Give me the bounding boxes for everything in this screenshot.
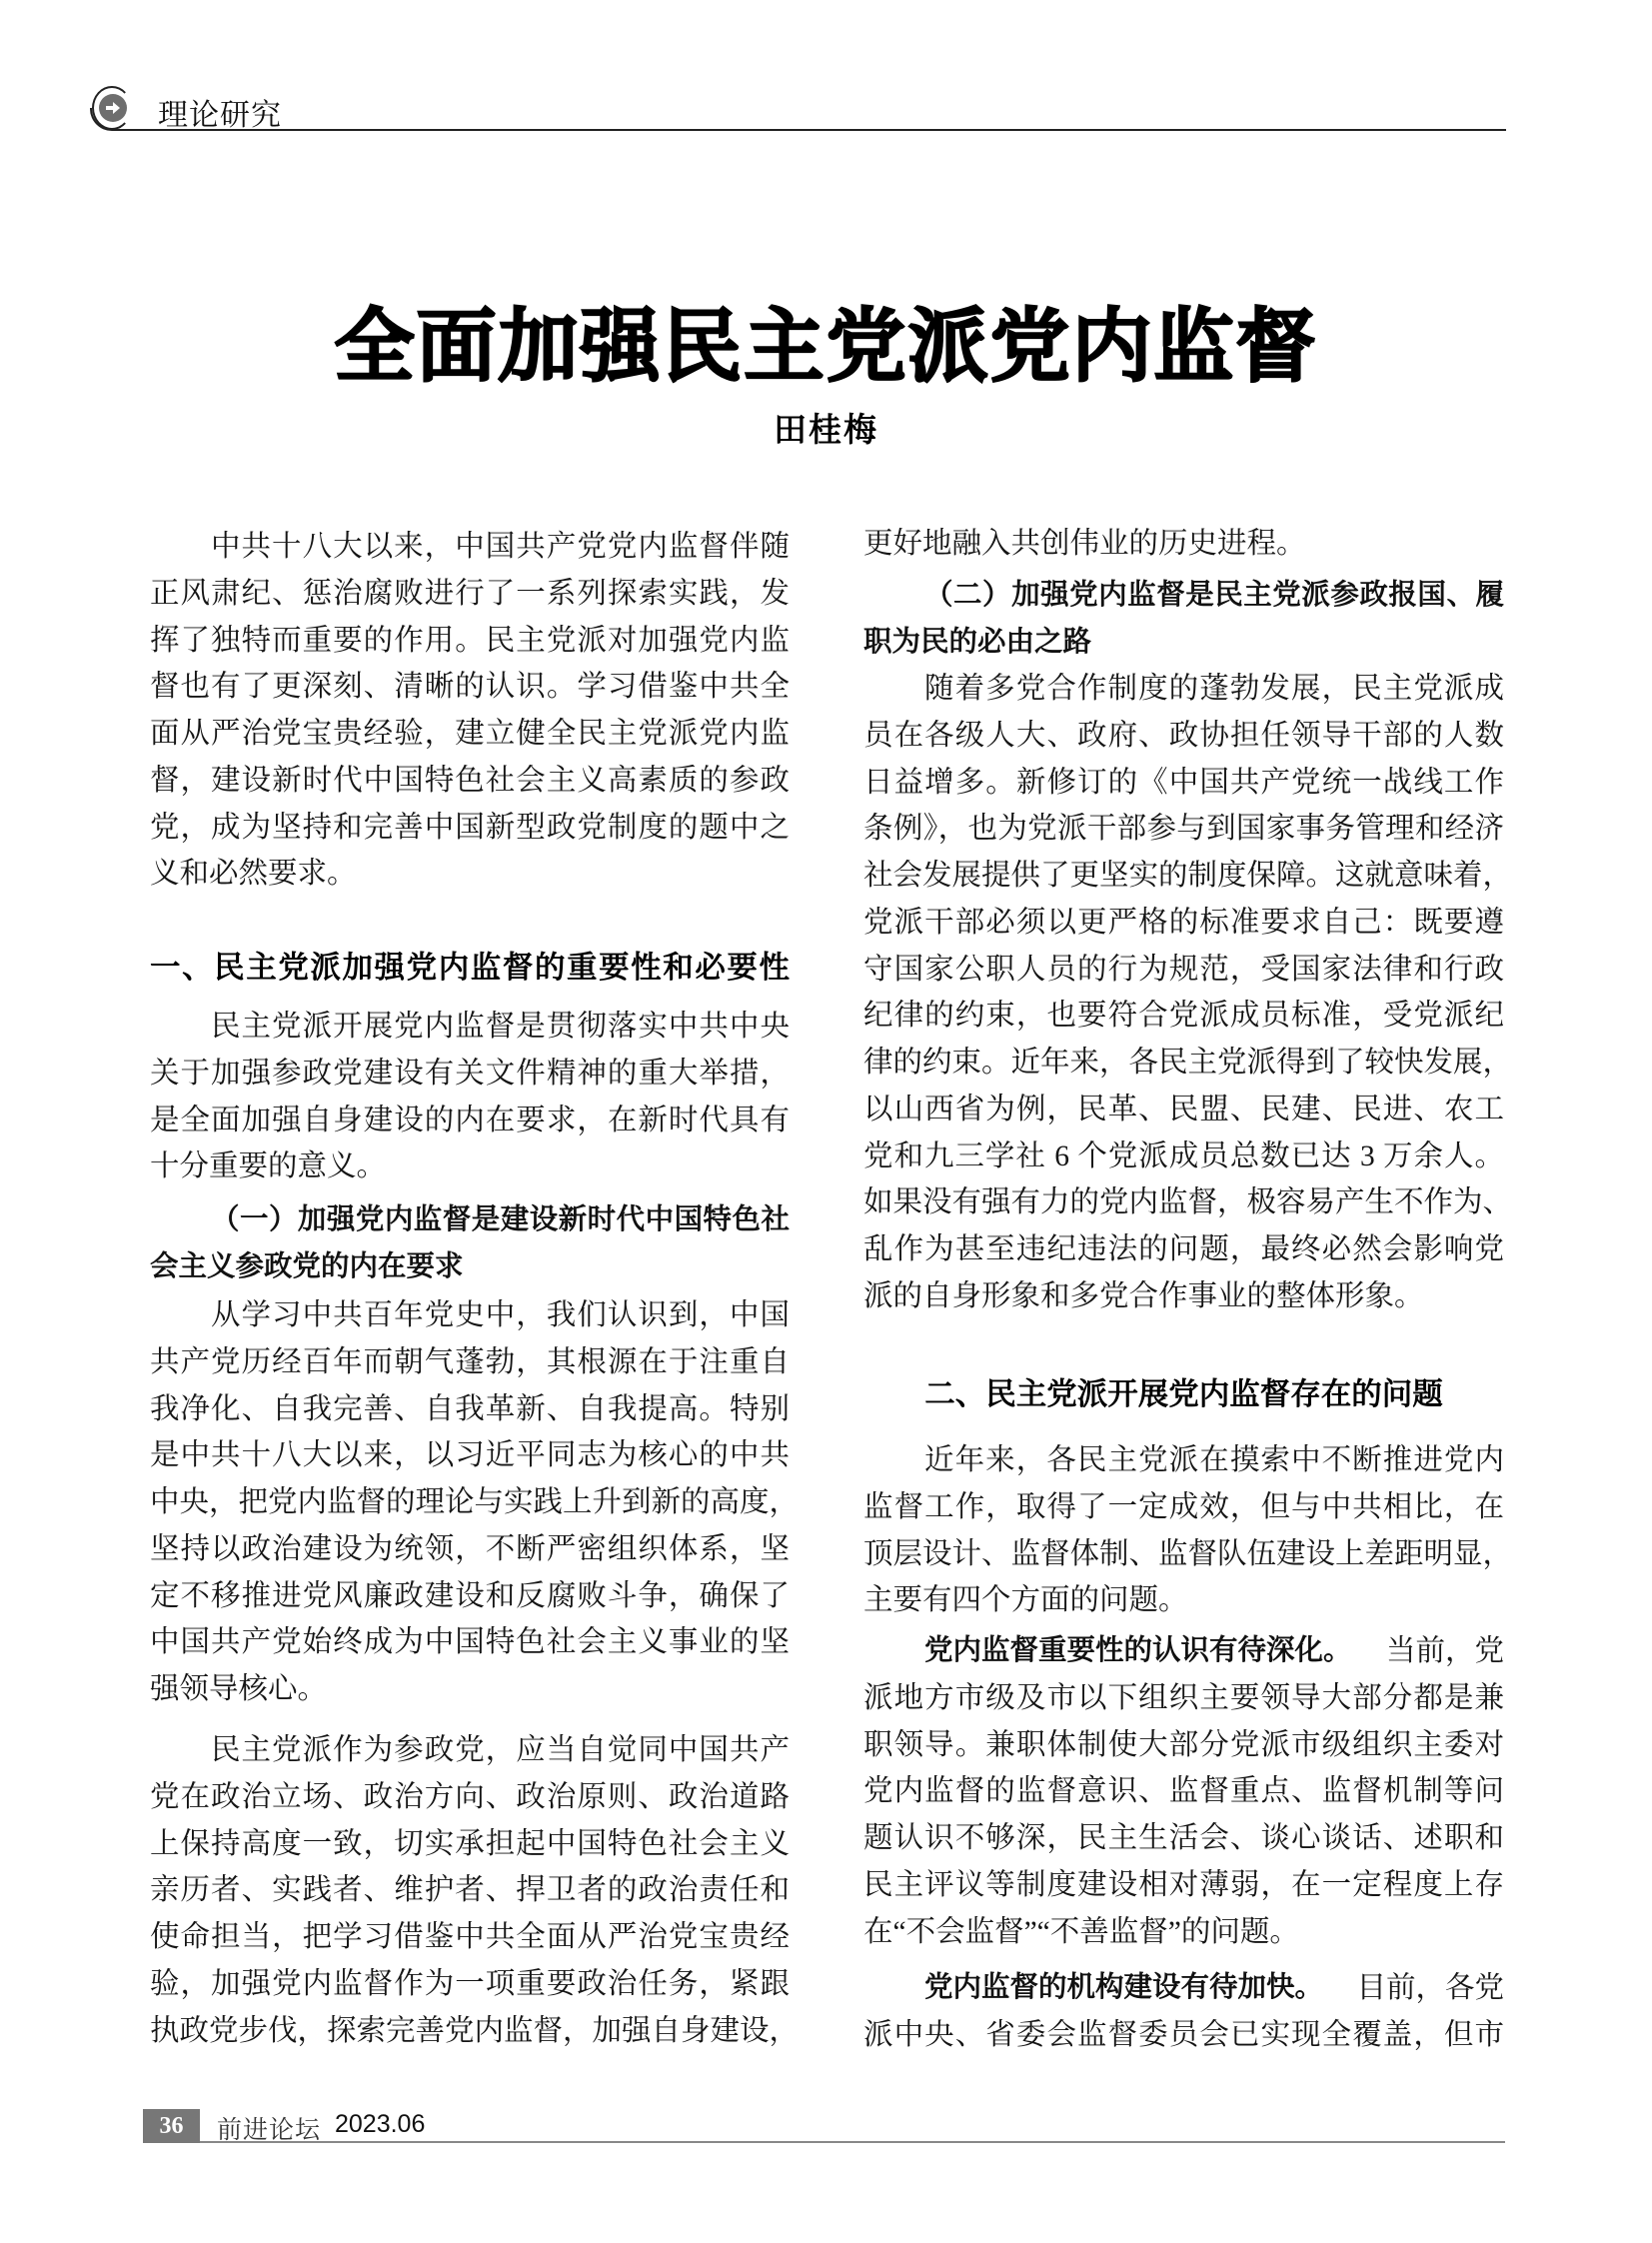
- paragraph-line: 纪律的约束，也要符合党派成员标准，受党派纪: [863, 1000, 1504, 1033]
- paragraph-line: 近年来，各民主党派在摸索中不断推进党内: [924, 1444, 1504, 1476]
- section-heading: 二、民主党派开展党内监督存在的问题: [924, 1376, 1443, 1412]
- paragraph-line: 派的自身形象和多党合作事业的整体形象。: [863, 1279, 1424, 1312]
- paragraph-line: 定不移推进党风廉政建设和反腐败斗争，确保了: [150, 1579, 790, 1612]
- paragraph-line: 党在政治立场、政治方向、政治原则、政治道路: [150, 1780, 790, 1813]
- subsection-heading: 职为民的必由之路: [863, 624, 1092, 658]
- subsection-heading: （一）加强党内监督是建设新时代中国特色社: [211, 1202, 790, 1235]
- paragraph-line: 党和九三学社 6 个党派成员总数已达 3 万余人。: [863, 1139, 1504, 1172]
- paragraph-line: 民主党派开展党内监督是贯彻落实中共中央: [211, 1011, 790, 1043]
- article-title: 全面加强民主党派党内监督: [334, 300, 1318, 393]
- paragraph-line: 中国共产党始终成为中国特色社会主义事业的坚: [150, 1626, 790, 1659]
- paragraph-line: 义和必然要求。: [150, 858, 357, 891]
- section-label: 理论研究: [158, 98, 282, 133]
- page-number: 36: [143, 2109, 200, 2143]
- paragraph-line: 党派干部必须以更严格的标准要求自己：既要遵: [863, 906, 1504, 939]
- paragraph-line: 挥了独特而重要的作用。民主党派对加强党内监: [150, 624, 790, 657]
- paragraph-line: 是中共十八大以来，以习近平同志为核心的中共: [150, 1439, 790, 1472]
- paragraph-line: 题认识不够深，民主生活会、谈心谈话、述职和: [863, 1822, 1504, 1854]
- paragraph-lead-bold: 党内监督重要性的认识有待深化。: [924, 1633, 1352, 1666]
- paragraph-line: 条例》，也为党派干部参与到国家事务管理和经济: [863, 813, 1504, 846]
- paragraph-line: 督，建设新时代中国特色社会主义高素质的参政: [150, 764, 790, 797]
- paragraph-text: 目前，各党: [1356, 1972, 1504, 2004]
- paragraph-line: 守国家公职人员的行为规范，受国家法律和行政: [863, 953, 1504, 986]
- paragraph-line: 如果没有强有力的党内监督，极容易产生不作为、: [863, 1186, 1513, 1219]
- issue-date: 2023.06: [335, 2110, 426, 2138]
- paragraph-line: 日益增多。新修订的《中国共产党统一战线工作: [863, 766, 1504, 799]
- paragraph-line: 中央，把党内监督的理论与实践上升到新的高度，: [150, 1486, 800, 1518]
- paragraph-line: 执政党步伐，探索完善党内监督，加强自身建设，: [150, 2014, 800, 2047]
- paragraph-line: 验，加强党内监督作为一项重要政治任务，紧跟: [150, 1967, 790, 2000]
- paragraph-line: 顶层设计、监督体制、监督队伍建设上差距明显，: [863, 1537, 1513, 1570]
- paragraph-line: 随着多党合作制度的蓬勃发展，民主党派成: [924, 673, 1504, 705]
- paragraph-line: 律的约束。近年来，各民主党派得到了较快发展，: [863, 1047, 1513, 1079]
- paragraph-line: 在“不会监督”“不善监督”的问题。: [863, 1915, 1299, 1948]
- paragraph-line: 监督工作，取得了一定成效，但与中共相比，在: [863, 1490, 1504, 1523]
- subsection-heading: （二）加强党内监督是民主党派参政报国、履: [924, 578, 1504, 611]
- paragraph-line: 督也有了更深刻、清晰的认识。学习借鉴中共全: [150, 671, 790, 704]
- paragraph-line: 坚持以政治建设为统领，不断严密组织体系，坚: [150, 1532, 790, 1565]
- paragraph-line: 面从严治党宝贵经验，建立健全民主党派党内监: [150, 718, 790, 750]
- paragraph-line: 派中央、省委会监督委员会已实现全覆盖，但市: [863, 2018, 1504, 2051]
- left-column: [150, 0, 800, 2243]
- subsection-heading: 会主义参政党的内在要求: [150, 1248, 464, 1282]
- paragraph-line: 共产党历经百年而朝气蓬勃，其根源在于注重自: [150, 1345, 790, 1378]
- paragraph-line: 乱作为甚至违纪违法的问题，最终必然会影响党: [863, 1233, 1504, 1265]
- paragraph-line: 中共十八大以来，中国共产党党内监督伴随: [211, 531, 790, 563]
- paragraph-line: 强领导核心。: [150, 1673, 328, 1705]
- section-heading: 一、民主党派加强党内监督的重要性和必要性: [150, 950, 790, 986]
- paragraph-line: 主要有四个方面的问题。: [863, 1584, 1188, 1617]
- right-column: [863, 0, 1513, 2243]
- journal-name: 前进论坛: [217, 2115, 322, 2144]
- footer-rule: [200, 2141, 1505, 2143]
- paragraph-line: 员在各级人大、政府、政协担任领导干部的人数: [863, 719, 1504, 752]
- paragraph-line: 派地方市级及市以下组织主要领导大部分都是兼: [863, 1681, 1504, 1714]
- paragraph-line: [863, 1627, 1504, 1667]
- arrow-right-circle-icon: [99, 94, 127, 122]
- paragraph-line: 亲历者、实践者、维护者、捍卫者的政治责任和: [150, 1874, 790, 1907]
- paragraph-line: 使命担当，把学习借鉴中共全面从严治党宝贵经: [150, 1921, 790, 1953]
- paragraph-line: 党内监督的监督意识、监督重点、监督机制等问: [863, 1775, 1504, 1808]
- paragraph-line: 正风肃纪、惩治腐败进行了一系列探索实践，发: [150, 577, 790, 610]
- paragraph-line: 关于加强参政党建设有关文件精神的重大举措，: [150, 1057, 790, 1090]
- paragraph-line: 是全面加强自身建设的内在要求，在新时代具有: [150, 1104, 790, 1136]
- paragraph-line: [863, 1964, 1504, 2004]
- article-author: 田桂梅: [774, 410, 878, 449]
- paragraph-line: 民主党派作为参政党，应当自觉同中国共产: [211, 1734, 790, 1766]
- paragraph-line: 上保持高度一致，切实承担起中国特色社会主义: [150, 1827, 790, 1860]
- paragraph-line: 从学习中共百年党史中，我们认识到，中国: [211, 1299, 790, 1331]
- paragraph-line: 党，成为坚持和完善中国新型政党制度的题中之: [150, 811, 790, 844]
- paragraph-line: 社会发展提供了更坚实的制度保障。这就意味着，: [863, 860, 1513, 892]
- paragraph-line: 民主评议等制度建设相对薄弱，在一定程度上存: [863, 1868, 1504, 1901]
- paragraph-line: 职领导。兼职体制使大部分党派市级组织主委对: [863, 1728, 1504, 1761]
- paragraph-line: 更好地融入共创伟业的历史进程。: [863, 528, 1306, 560]
- paragraph-text: 当前，党: [1385, 1635, 1504, 1667]
- paragraph-line: 我净化、自我完善、自我革新、自我提高。特别: [150, 1392, 790, 1425]
- paragraph-lead-bold: 党内监督的机构建设有待加快。: [924, 1970, 1324, 2003]
- paragraph-line: 以山西省为例，民革、民盟、民建、民进、农工: [863, 1093, 1504, 1125]
- paragraph-line: 十分重要的意义。: [150, 1150, 387, 1183]
